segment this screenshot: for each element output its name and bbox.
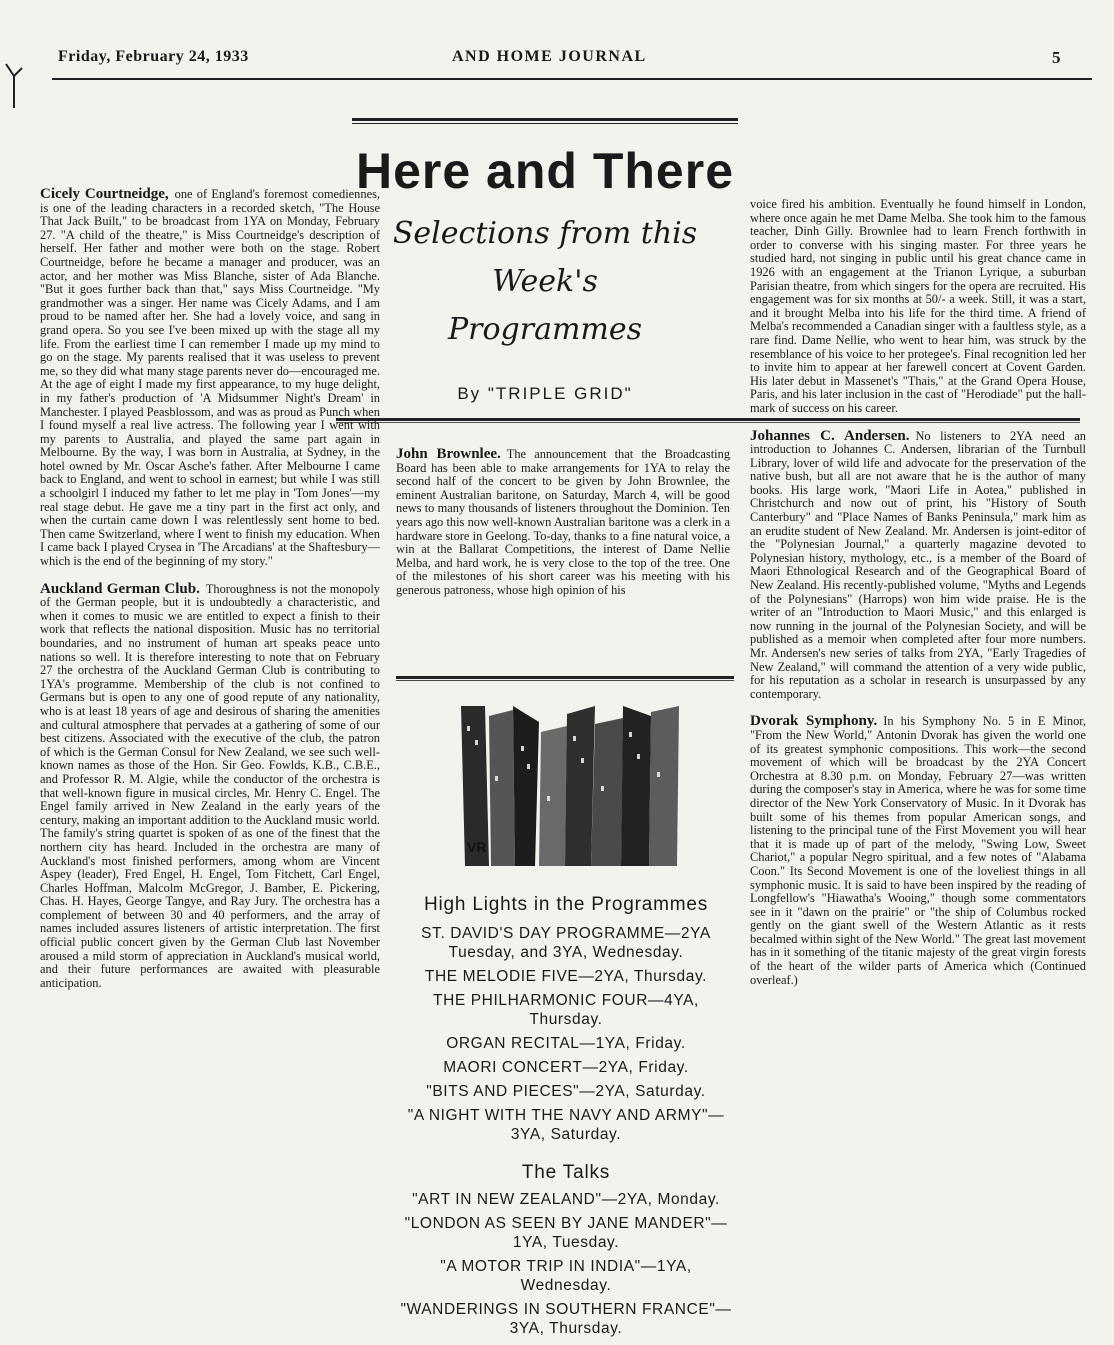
talk-item: "A MOTOR TRIP IN INDIA"—1YA, Wednesday. <box>440 1258 692 1294</box>
article-courtneidge <box>40 188 380 569</box>
section-title: Here and There <box>355 143 734 199</box>
section-subtitle <box>340 210 750 354</box>
illustration-signature: VR <box>467 839 487 855</box>
highlights-rule <box>396 676 734 681</box>
column-middle <box>396 448 730 612</box>
subtitle-line-1: Selections from this Week's <box>392 216 698 299</box>
header-top-rule <box>352 118 738 124</box>
talk-item: "LONDON AS SEEN BY JANE MANDER"—1YA, Tuesday. <box>404 1215 728 1251</box>
talks-heading: The Talks <box>521 1162 611 1183</box>
article-german-club <box>40 580 380 991</box>
column-left <box>40 188 380 1004</box>
talk-item: "ART IN NEW ZEALAND"—2YA, Monday. <box>412 1191 720 1208</box>
article-body: No listeners to 2YA need an introduction to Johannes C. Andersen, librarian of the Turnbull Library, lover of wild life and advocate for the preservation of the native bush, but all are not aware that he is the author of many books. His large work, "Maori Life in Aotea," published in Christchurch and now out of print, his "History of South Canterbury" and "Place Names of Banks Peninsula," mark him as an erudite student of New Zealand. Mr. Andersen is joint-editor of the "Polynesian Journal," a quarterly magazine devoted to Polynesian history, mythology, etc., is a member of the Board of Maori Ethnological Research and of the Geographical Board of New Zealand. His recently-published volume, "Myths and Legends of the Polynesians" (Harrops) won him wide praise. He is the writer of an "Introduction to Maori Music," and this enlarged is now running in the journal of the Polynesian Society, and will be published as a memoir when completed after four more numbers. Mr. Andersen's new series of talks from 2YA, "Early Tragedies of New Zealand," will command the attention of a very wide public, for his reputation as a scholar in research is unsurpassed by any contemporary. <box>750 428 1086 701</box>
article-body: In his Symphony No. 5 in E Minor, "From the New World," Antonin Dvorak has given the world one of its greatest symphonic compositions. This work—the second movement of which will be broadcast by the 2YA Concert Orchestra at 8.30 p.m. on Monday, February 27—was written during the composer's stay in America, where he was for some time director of the New York Conservatory of Music. In it Dvorak has built some of his themes from popular American songs, and listening to the principal tune of the First Movement you will hear that it is made up of part of the melody, "Swing Low, Sweet Chariot," a popular Negro spiritual, and a few notes of "Alabama Coon." Its Second Movement is one of the loveliest things in all symphonic music. It is said to have been inspired by the reading of Longfellow's "Hiawatha's Wooing," though some commentators see in it "dawn on the prairie" or "the ship of Columbus rocked gently on the giant swell of the Western Atlantic as it rests becalmed within sight of the New World." The great last movement has in it something of the titanic majesty of the great virgin forests of the heart of the wilder parts of America which (Continued overleaf.) <box>750 714 1086 987</box>
highlight-item: ST. DAVID'S DAY PROGRAMME—2YA Tuesday, and 3YA, Wednesday. <box>421 925 711 961</box>
article-lead: Dvorak Symphony. <box>750 713 878 730</box>
article-lead: John Brownlee. <box>396 446 501 462</box>
header-rule <box>52 78 1092 80</box>
article-dvorak <box>750 715 1086 987</box>
highlights-heading: High Lights in the Programmes <box>423 894 709 915</box>
article-body: Thoroughness is not the monopoly of the German people, but it is undoubtedly a characteristic, and when it comes to music we are entitled to expect a finish to their work that reflects the national disposition. Music has no territorial boundaries, and no instrument of human art speaks peace unto nations so well. It is therefore interesting to note that on February 27 the orchestra of the Auckland German Club is contributing to 1YA's programme. Membership of the club is not confined to Germans but is open to any one of good repute of any nationality, who is at least 18 years of age and desirous of sharing the amenities and cultural atmosphere that pervades at a gathering of some of our best citizens. Associated with the executive of the club, the patron of which is the German Consul for New Zealand, we see such well-known names as those of the Hon. Sir Geo. Fowlds, K.B., C.B.E., and Professor R. M. Algie, while the conductor of the orchestra is that well-known figure in musical circles, Mr. Henry C. Engel. The Engel family arrived in New Zealand in the early years of the century, making an important addition to the Auckland music world. The family's string quartet is spoken of as one of the finest that the northern city has heard. Included in the orchestra are many of Auckland's most finished performers, among whom are Vincent Aspey (leader), Fred Engel, H. Engel, Tom Fitchett, Carl Engel, Charles Hoffman, Malcolm McGregor, J. Bamber, E. Pickering, Chas. H. Hayes, George Tangye, and Ray Jury. The orchestra has a complement of between 30 and 40 performers, and the array of names included assures listeners of artistic interpretation. The first official public concert given by the German Club last November aroused a mild storm of appreciation in Auckland's musical world, and their future performances are awaited with pleasurable anticipation. <box>40 581 380 990</box>
article-brownlee <box>396 448 730 598</box>
running-head <box>0 48 1114 72</box>
article-body: voice fired his ambition. Eventually he found himself in London, where once again he met Dame Melba. She took him to the famous teacher, Dinh Gilly. Brownlee had to learn French forthwith in order to converse with his singing master. For three years he studied hard, not singing in public until his great chance came in 1926 with an engagement at the Trianon Lyrique, a suburban Parisian theatre, from which singers for the opera are recruited. His engagement was for six months at 50/- a week. Still, it was a start, and it brought Melba into his life for the third time. A friend of Melba's recommended a Canadian singer with a faultless style, as a rare find. Dame Nellie, who went to hear him, was struck by the resemblance of his voice to her protegee's. Final recognition led her to invite him to appear at her farewell concert at Covent Garden. His later debut in Massenet's "Thais," at the Grand Opera House, Paris, and his later inclusion in the cast of "Herodiade" put the hall-mark of success on his career. <box>750 197 1086 415</box>
byline: By "TRIPLE GRID" <box>457 384 633 403</box>
article-brownlee-continued <box>750 198 1086 416</box>
highlight-item: "A NIGHT WITH THE NAVY AND ARMY"—3YA, Saturday. <box>407 1107 725 1143</box>
article-lead: Johannes C. Andersen. <box>750 427 910 444</box>
skyline-illustration <box>455 706 683 866</box>
highlights-box <box>396 894 736 1343</box>
talk-item: "WANDERINGS IN SOUTHERN FRANCE"—3YA, Thursday. <box>400 1301 732 1337</box>
article-body: one of England's foremost comediennes, is one of the leading characters in a recorded sketch, "The House That Jack Built," to be broadcast from 1YA on Monday, February 27. "A child of the theatre," is Miss Courtneidge's description of herself. Her father and mother were both on the stage. Robert Courtneidge, before he became a manager and producer, was an actor, and her mother was Miss Blanche, sister of Ada Blanche. "But it goes further back than that," says Miss Courtneidge. "My grandmother was a singer. Her name was Cicely Adams, and I am proud to be named after her. She had a lovely voice, and sang in grand opera. So you see I've been mixed up with the stage all my life. From the earliest time I can remember I made up my mind to go on the stage. My parents realised that it was useless to prevent me, so they did what many stage parents never do—encouraged me. At the age of eight I made my first appearance, to my huge delight, in my father's production of 'A Midsummer Night's Dream' in Manchester. I played Peasblossom, and was as proud as Punch when I found myself a real live actress. The following year I went with my parents to Australia, and played the same part again in Melbourne. By the way, I was born in Australia, at Sydney, in the hotel owned by Mr. Oscar Asche's father. After Melbourne I came back to England, and went to school in earnest; but while I was still a schoolgirl I induced my father to let me play in 'Tom Jones'—my real stage debut. He gave me a tiny part in the first act only, and when the curtain came down I was relentlessly sent home to bed. Then came Switzerland, where I went to finish my education. When I came back I played Crysea in 'The Arcadians' at the Shaftesbury—which is the end of the beginning of my story." <box>40 187 380 569</box>
highlight-item: ORGAN RECITAL—1YA, Friday. <box>446 1035 686 1052</box>
article-lead: Auckland German Club. <box>40 580 200 597</box>
column-right <box>750 198 1086 1001</box>
page-number: 5 <box>1052 48 1061 67</box>
subtitle-line-2: Programmes <box>447 312 643 347</box>
highlight-item: THE PHILHARMONIC FOUR—4YA, Thursday. <box>433 992 699 1028</box>
journal-title: AND HOME JOURNAL <box>452 48 647 65</box>
issue-date: Friday, February 24, 1933 <box>58 48 249 65</box>
highlight-item: "BITS AND PIECES"—2YA, Saturday. <box>426 1083 706 1100</box>
article-body: The announcement that the Broadcasting Board has been able to make arrangements for 1YA to relay the second half of the concert to be given by John Brownlee, the eminent Australian baritone, on Saturday, March 4, will be good news to many thousands of listeners throughout the Dominion. Ten years ago this now well-known Australian baritone was a clerk in a hardware store in Geelong. To-day, thanks to a fine natural voice, a win at the Ballarat Competitions, the interest of Dame Nellie Melba, and hard work, he is very close to the top of the tree. One of the milestones of his short career was his meeting with his generous patroness, whose high opinion of his <box>396 447 731 597</box>
article-andersen <box>750 427 1086 702</box>
section-header <box>340 118 750 404</box>
highlight-item: THE MELODIE FIVE—2YA, Thursday. <box>424 968 708 985</box>
margin-mark-icon <box>4 62 24 110</box>
article-lead: Cicely Courtneidge, <box>40 186 169 202</box>
highlight-item: MAORI CONCERT—2YA, Friday. <box>443 1059 689 1076</box>
